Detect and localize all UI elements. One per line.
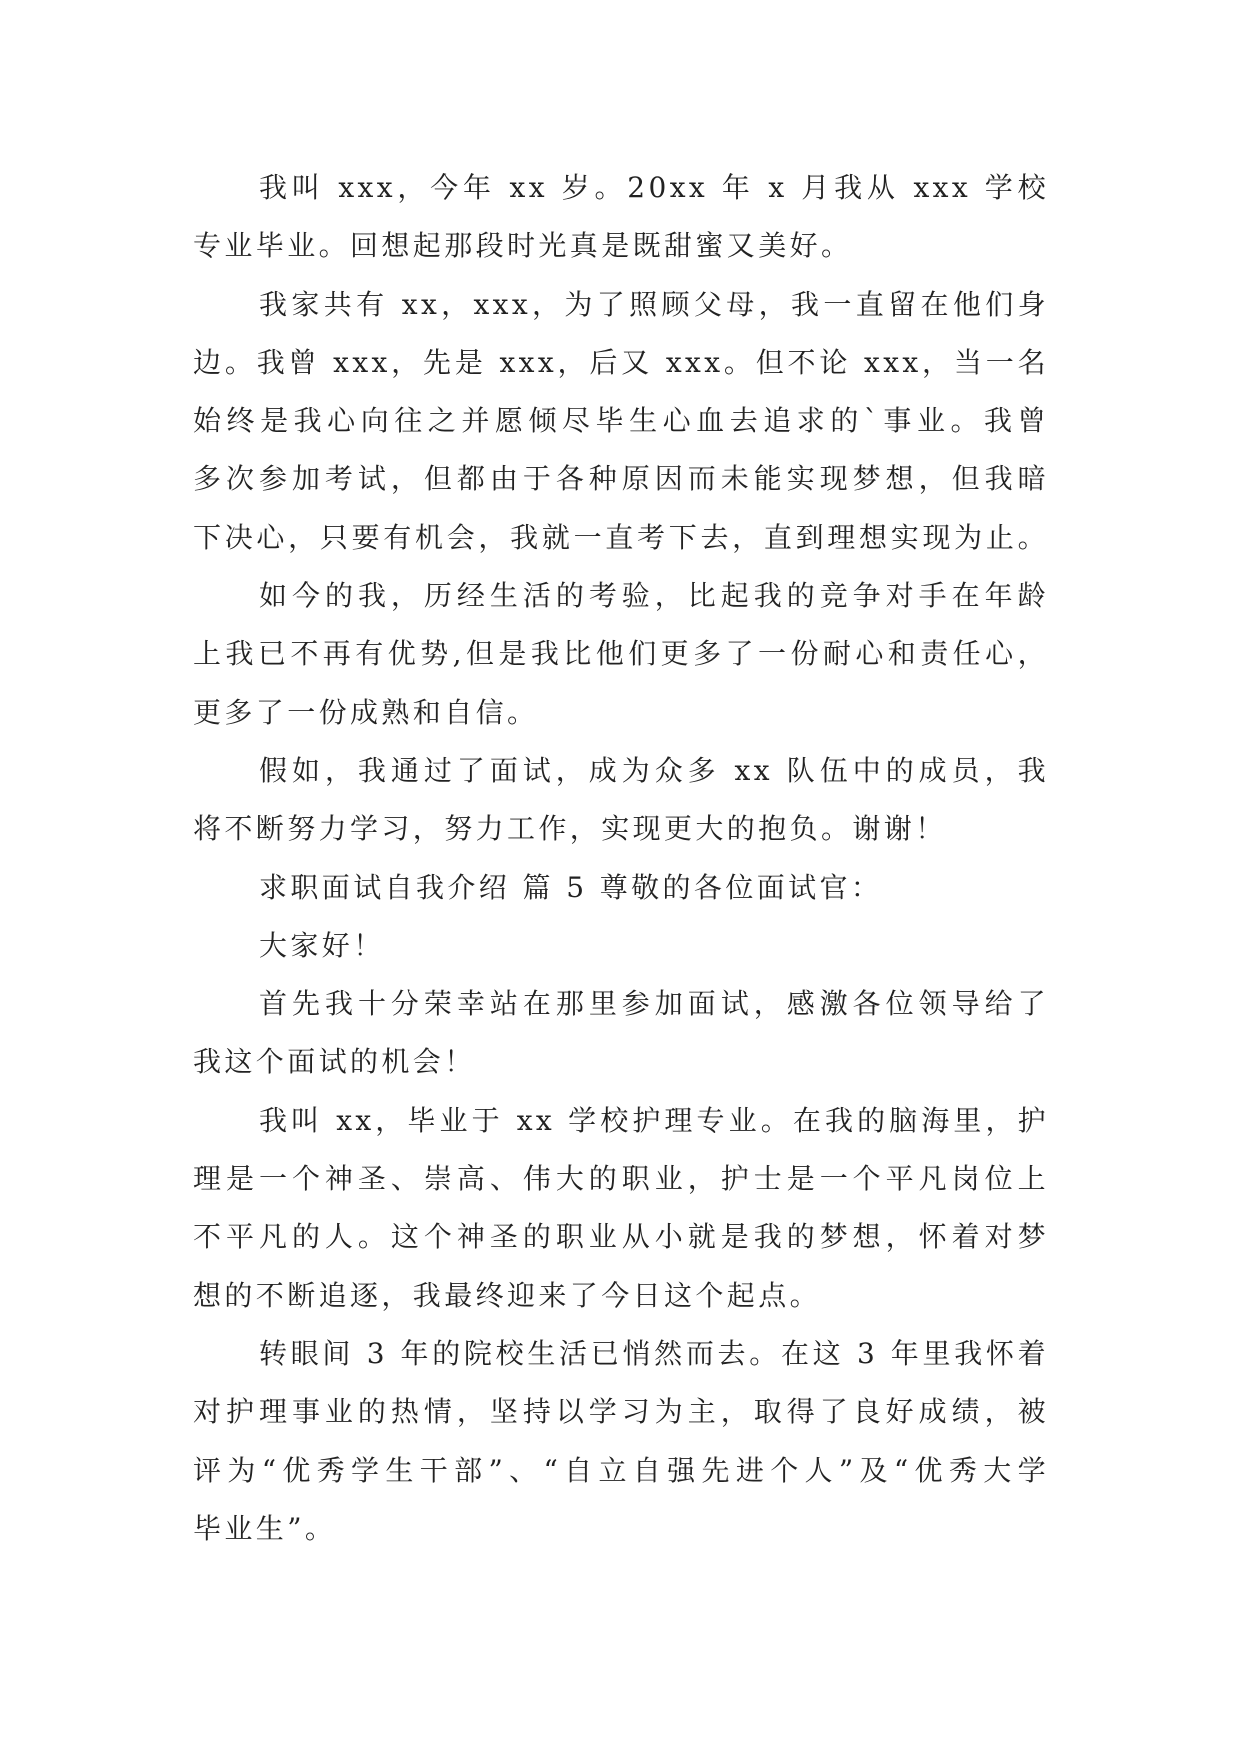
text-line: 将不断努力学习，努力工作，实现更大的抱负。谢谢！ — [193, 812, 947, 846]
text-line: 首先我十分荣幸站在那里参加面试，感激各位领导给了 — [259, 987, 1049, 1021]
text-line: 专业毕业。回想起那段时光真是既甜蜜又美好。 — [193, 229, 853, 263]
text-line: 边。我曾 xxx，先是 xxx，后又 xxx。但不论 xxx，当一名 — [193, 345, 1049, 379]
paragraph — [193, 975, 1049, 1092]
text-line: 转眼间 3 年的院校生活已悄然而去。在这 3 年里我怀着 — [259, 1336, 1049, 1370]
text-line: 如今的我，历经生活的考验，比起我的竞争对手在年龄 — [259, 579, 1049, 613]
text-line: 下决心，只要有机会，我就一直考下去，直到理想实现为止。 — [193, 520, 1049, 554]
paragraph — [193, 1092, 1049, 1325]
text-line: 我叫 xxx，今年 xx 岁。20xx 年 x 月我从 xxx 学校 — [259, 171, 1049, 204]
text-line: 对护理事业的热情，坚持以学习为主，取得了良好成绩，被 — [193, 1395, 1049, 1429]
greeting — [193, 917, 1049, 975]
text-line: 求职面试自我介绍 篇 5 尊敬的各位面试官： — [259, 870, 883, 904]
paragraph — [193, 567, 1049, 742]
text-line: 不平凡的人。这个神圣的职业从小就是我的梦想，怀着对梦 — [193, 1220, 1049, 1254]
paragraph — [193, 159, 1049, 276]
text-line: 上我已不再有优势,但是我比他们更多了一份耐心和责任心， — [193, 637, 1049, 671]
paragraph — [193, 276, 1049, 567]
text-line: 理是一个神圣、崇高、伟大的职业，护士是一个平凡岗位上 — [193, 1162, 1049, 1196]
text-line: 假如，我通过了面试，成为众多 xx 队伍中的成员，我 — [259, 753, 1049, 787]
text-line: 始终是我心向往之并愿倾尽毕生心血去追求的`事业。我曾 — [193, 404, 1049, 438]
text-line: 我家共有 xx，xxx，为了照顾父母，我一直留在他们身 — [259, 287, 1049, 321]
text-line: 大家好！ — [259, 928, 385, 962]
paragraph — [193, 1325, 1049, 1558]
text-line: 毕业生”。 — [193, 1511, 337, 1545]
text-line: 我这个面试的机会！ — [193, 1045, 476, 1079]
text-line: 多次参加考试，但都由于各种原因而未能实现梦想，但我暗 — [193, 462, 1049, 496]
text-line: 想的不断追逐，我最终迎来了今日这个起点。 — [193, 1278, 822, 1312]
text-line: 我叫 xx，毕业于 xx 学校护理专业。在我的脑海里，护 — [259, 1103, 1049, 1137]
section-heading — [193, 859, 1049, 917]
text-line: 评为“优秀学生干部”、“自立自强先进个人”及“优秀大学 — [193, 1453, 1049, 1487]
text-line: 更多了一份成熟和自信。 — [193, 695, 539, 729]
paragraph — [193, 742, 1049, 859]
document-page — [193, 159, 1049, 1558]
